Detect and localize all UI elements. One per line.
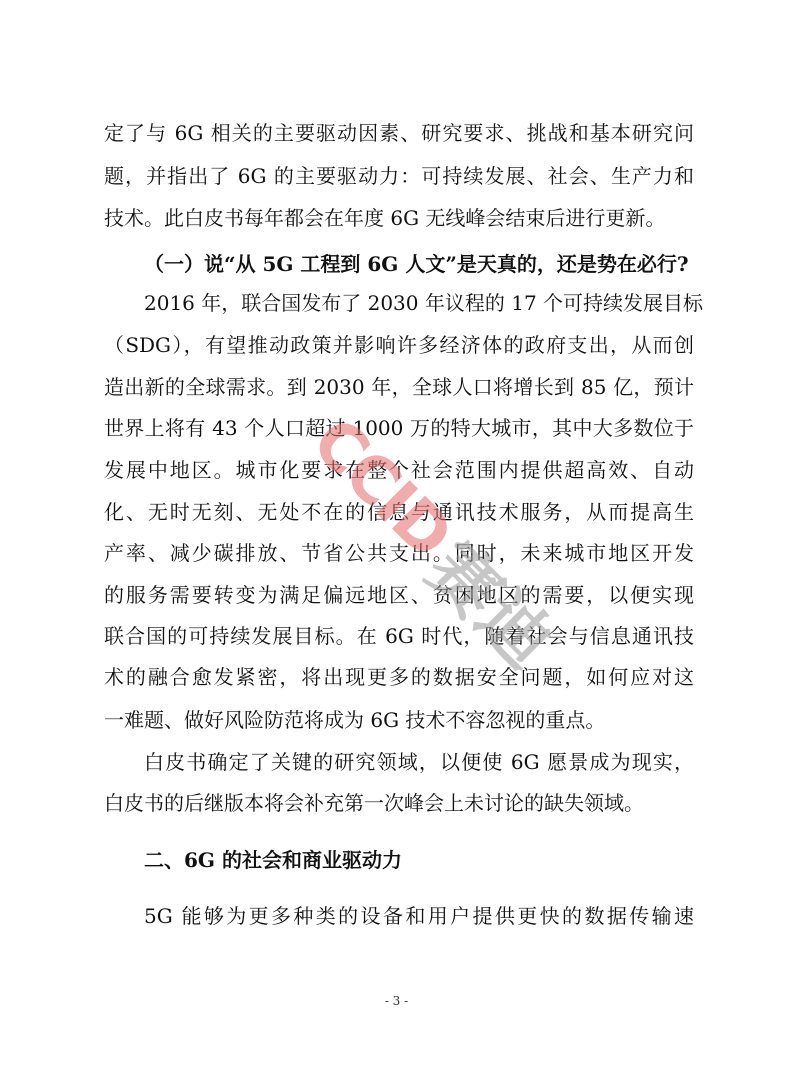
text-line: 的服务需要转变为满足偏远地区、贫困地区的需要，以便实现 xyxy=(104,583,694,607)
text-line: （SDG），有望推动政策并影响许多经济体的政府支出，从而创 xyxy=(104,333,694,357)
text-line: 白皮书确定了关键的研究领域，以便使 6G 愿景成为现实， xyxy=(144,750,694,774)
watermark-text: 赛迪 xyxy=(411,526,569,684)
page-number: - 3 - xyxy=(384,994,409,1008)
section-heading: 二、6G 的社会和商业驱动力 xyxy=(144,848,402,872)
text-line: 一难题、做好风险防范将成为 6G 技术不容忽视的重点。 xyxy=(104,708,606,732)
text-line: 技术。此白皮书每年都会在年度 6G 无线峰会结束后进行更新。 xyxy=(104,206,666,230)
text-line: 术的融合愈发紧密，将出现更多的数据安全问题，如何应对这 xyxy=(104,665,694,689)
text-line: 世界上将有 43 个人口超过 1000 万的特大城市，其中大多数位于 xyxy=(104,416,694,440)
text-line: 白皮书的后继版本将会补充第一次峰会上未讨论的缺失领域。 xyxy=(104,791,644,815)
text-line: 产率、减少碳排放、节省公共支出。同时，未来城市地区开发 xyxy=(104,541,694,565)
text-line: 5G 能够为更多种类的设备和用户提供更快的数据传输速 xyxy=(144,904,694,928)
text-line: 2016 年，联合国发布了 2030 年议程的 17 个可持续发展目标 xyxy=(144,291,704,315)
text-line: 定了与 6G 相关的主要驱动因素、研究要求、挑战和基本研究问 xyxy=(104,121,694,145)
text-line: 题，并指出了 6G 的主要驱动力：可持续发展、社会、生产力和 xyxy=(104,164,694,188)
section-heading: （一）说“从 5G 工程到 6G 人文”是天真的，还是势在必行? xyxy=(144,252,689,276)
text-line: 联合国的可持续发展目标。在 6G 时代，随着社会与信息通讯技 xyxy=(104,624,694,648)
text-line: 造出新的全球需求。到 2030 年，全球人口将增长到 85 亿，预计 xyxy=(104,375,694,399)
watermark-logo: CCID xyxy=(297,404,465,572)
text-line: 发展中地区。城市化要求在整个社会范围内提供超高效、自动 xyxy=(104,458,694,482)
text-line: 化、无时无刻、无处不在的信息与通讯技术服务，从而提高生 xyxy=(104,500,694,524)
